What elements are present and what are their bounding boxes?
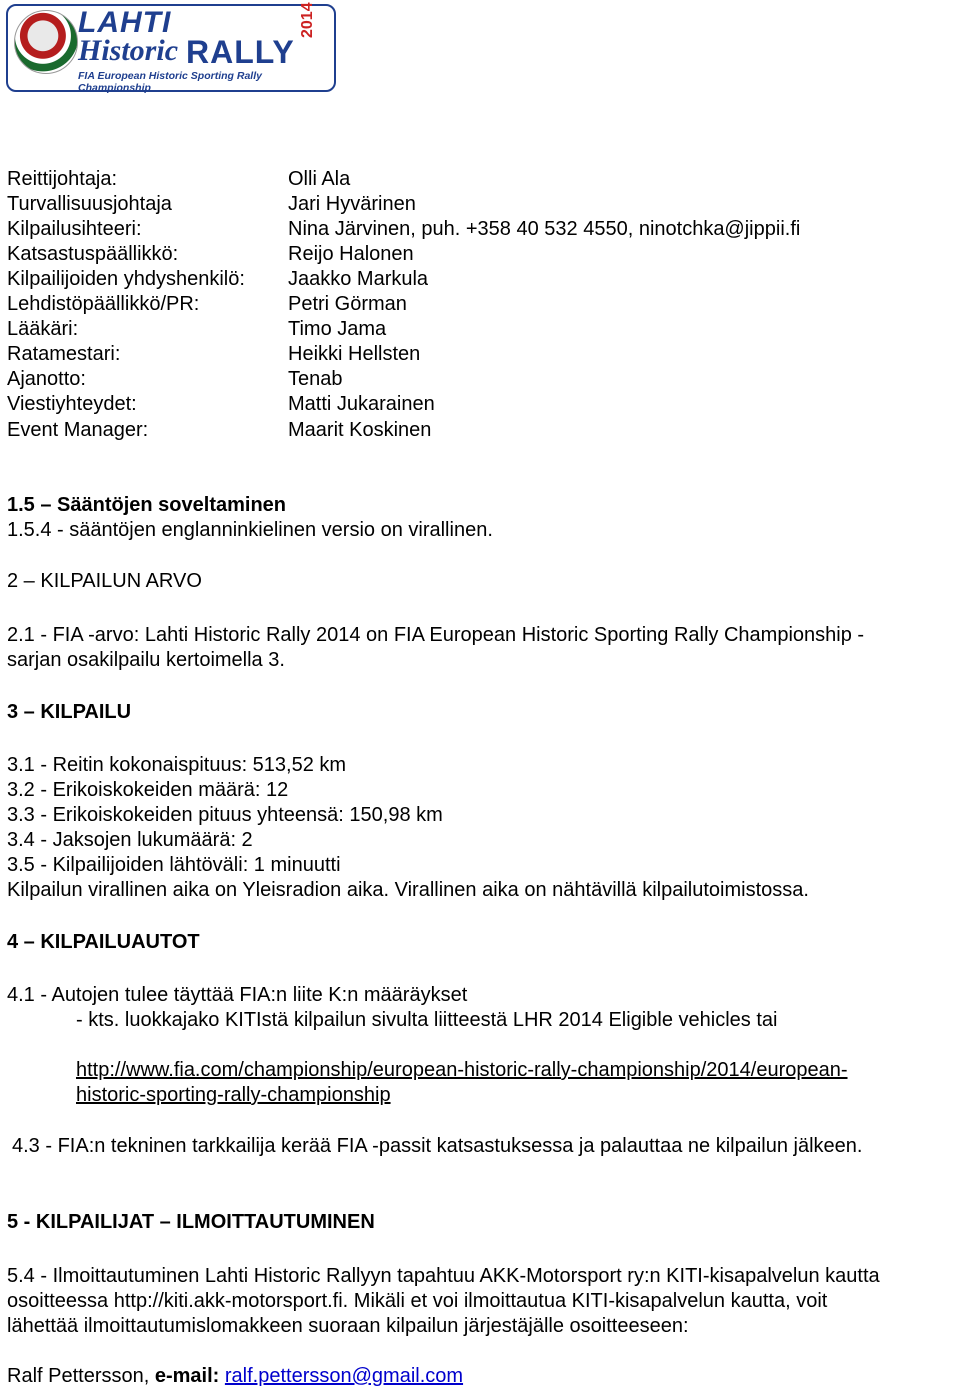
section-5-line: osoitteessa http://kiti.akk-motorsport.fi. Mikäli et voi ilmoittautua KITI-kisapalvelun kautta, voit [7, 1290, 828, 1312]
section-5-line: lähettää ilmoittautumislomakkeen suoraan kilpailun järjestäjälle osoitteeseen: [7, 1315, 689, 1337]
event-logo [6, 2, 336, 94]
contact-line [7, 1364, 463, 1389]
official-name: Heikki Hellsten [288, 343, 421, 365]
section-5-heading: 5 - KILPAILIJAT – ILMOITTAUTUMINEN [7, 1211, 375, 1233]
logo-historic-text: Historic [78, 34, 179, 67]
fia-championship-link[interactable]: http://www.fia.com/championship/european-historic-rally-championship/2014/european- [76, 1059, 848, 1081]
logo-year-text: 2014 [299, 2, 316, 38]
section-4-heading: 4 – KILPAILUAUTOT [7, 931, 200, 953]
official-name: Jari Hyvärinen [288, 193, 416, 215]
official-role: Kilpailijoiden yhdyshenkilö: [7, 268, 245, 290]
official-name: Jaakko Markula [288, 268, 429, 290]
official-role: Kilpailusihteeri: [7, 218, 142, 240]
section-2-line: 2.1 - FIA -arvo: Lahti Historic Rally 2014 on FIA European Historic Sporting Rally Championship - [7, 624, 865, 646]
official-role: Katsastuspäällikkö: [7, 243, 179, 265]
official-role: Ajanotto: [7, 368, 86, 390]
official-role: Turvallisuusjohtaja [7, 193, 172, 215]
official-role: Viestiyhteydet: [7, 393, 137, 415]
official-role: Event Manager: [7, 419, 149, 441]
logo-subtitle: FIA European Historic Sporting Rally Championship [78, 70, 262, 94]
official-role: Lehdistöpäällikkö/PR: [7, 293, 200, 315]
section-3-heading: 3 – KILPAILU [7, 701, 132, 723]
official-name: Tenab [288, 368, 343, 390]
official-name: Matti Jukarainen [288, 393, 435, 415]
contact-name: Ralf Pettersson, [7, 1365, 150, 1387]
official-role: Ratamestari: [7, 343, 121, 365]
contact-email-link[interactable]: ralf.pettersson@gmail.com [224, 1365, 464, 1387]
logo-rally-text: RALLY [186, 34, 295, 70]
section-4-line: 4.1 - Autojen tulee täyttää FIA:n liite K:n määräykset [7, 984, 468, 1006]
section-3-line: 3.1 - Reitin kokonaispituus: 513,52 km [7, 754, 347, 776]
official-name: Petri Görman [288, 293, 407, 315]
official-name: Nina Järvinen, puh. +358 40 532 4550, ninotchka@jippii.fi [288, 218, 801, 240]
section-1-5-text: 1.5.4 - sääntöjen englanninkielinen versio on virallinen. [7, 519, 493, 541]
official-role: Reittijohtaja: [7, 168, 118, 190]
email-label: e-mail: [154, 1365, 220, 1387]
official-name: Maarit Koskinen [288, 419, 432, 441]
section-1-5-heading: 1.5 – Sääntöjen soveltaminen [7, 494, 286, 516]
section-3-line: Kilpailun virallinen aika on Yleisradion aika. Virallinen aika on nähtävillä kilpailutoimistossa. [7, 879, 809, 901]
section-3-line: 3.4 - Jaksojen lukumäärä: 2 [7, 829, 253, 851]
official-name: Olli Ala [288, 168, 351, 190]
official-role: Lääkäri: [7, 318, 79, 340]
section-3-line: 3.2 - Erikoiskokeiden määrä: 12 [7, 779, 289, 801]
rally-car-emblem-icon [14, 10, 78, 74]
section-4-line: - kts. luokkajako KITIstä kilpailun sivulta liitteestä LHR 2014 Eligible vehicles tai [76, 1009, 778, 1031]
official-name: Timo Jama [288, 318, 387, 340]
section-2-line: sarjan osakilpailu kertoimella 3. [7, 649, 285, 671]
official-name: Reijo Halonen [288, 243, 414, 265]
fia-championship-link-continued[interactable]: historic-sporting-rally-championship [76, 1084, 391, 1106]
section-2-heading: 2 – KILPAILUN ARVO [7, 570, 202, 592]
section-4-line: 4.3 - FIA:n tekninen tarkkailija kerää FIA -passit katsastuksessa ja palauttaa ne kilpailun jälkeen. [12, 1135, 863, 1157]
section-3-line: 3.3 - Erikoiskokeiden pituus yhteensä: 150,98 km [7, 804, 443, 826]
logo-lahti-text: LAHTI [78, 6, 172, 39]
section-5-line: 5.4 - Ilmoittautuminen Lahti Historic Rallyyn tapahtuu AKK-Motorsport ry:n KITI-kisapalvelun kautta [7, 1265, 880, 1287]
section-3-line: 3.5 - Kilpailijoiden lähtöväli: 1 minuutti [7, 854, 341, 876]
